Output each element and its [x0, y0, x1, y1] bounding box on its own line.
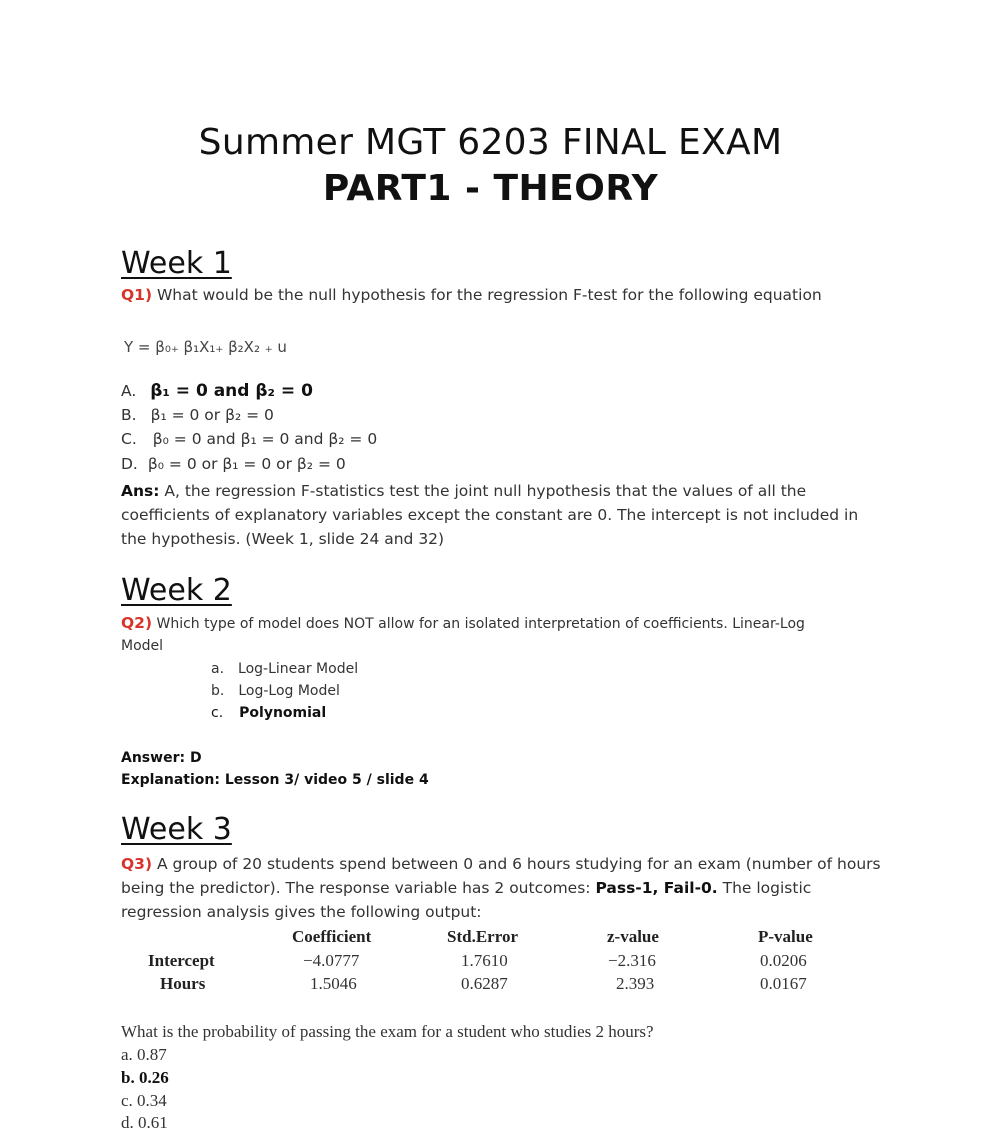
exam-title: Summer MGT 6203 FINAL EXAM [198, 122, 783, 163]
q1-answer-label: Ans: [121, 482, 160, 500]
q2-option-a: a. Log-Linear Model [211, 661, 359, 677]
q3-option-d: d. 0.61 [121, 1113, 168, 1132]
q2-explanation: Explanation: Lesson 3/ video 5 / slide 4 [121, 772, 429, 788]
regression-equation: Y = β₀₊ β₁X₁₊ β₂X₂ ₊ u [124, 338, 287, 356]
q2-option-c: c. Polynomial [211, 705, 327, 721]
q1-question [121, 286, 822, 304]
table-cell: 1.5046 [310, 974, 357, 993]
row-label-hours: Hours [160, 974, 206, 993]
q3-label: Q3) [121, 855, 153, 873]
q3-option-a: a. 0.87 [121, 1045, 167, 1064]
q1-option-c: C. β₀ = 0 and β₁ = 0 and β₂ = 0 [121, 430, 378, 448]
part-title: PART1 - THEORY [322, 168, 659, 209]
q3-question: Q3) A group of 20 students spend between 0 and 6 hours studying for an exam (number of hours being the predictor). The response variable has 2 outcomes: Pass-1, Fail-0. The logistic regression analysis gives the following output: [121, 855, 881, 921]
q2-option-b: b. Log-Log Model [211, 683, 340, 699]
table-cell: 2.393 [616, 974, 655, 993]
table-cell: 0.0206 [760, 951, 807, 970]
q1-answer [121, 479, 881, 551]
q3-prompt: What is the probability of passing the exam for a student who studies 2 hours? [121, 1022, 654, 1041]
col-header-std-error: Std.Error [447, 927, 518, 946]
week3-heading: Week 3 [121, 812, 232, 847]
col-header-coefficient: Coefficient [292, 927, 372, 946]
q2-text: Which type of model does NOT allow for an isolated interpretation of coefficients. Linear-Log [152, 616, 805, 632]
col-header-p-value: P-value [758, 927, 813, 946]
table-cell: −2.316 [608, 951, 656, 970]
q2-question [121, 614, 805, 632]
q1-text: What would be the null hypothesis for the regression F-test for the following equation [152, 286, 822, 304]
table-cell: 0.6287 [461, 974, 508, 993]
q1-label: Q1) [121, 286, 153, 304]
q2-question-line2: Model [121, 638, 164, 654]
q1-answer-text: A, the regression F-statistics test the joint null hypothesis that the values of all the coefficients of explanatory variables except the constant are 0. The intercept is not included in the hypothesis. (Week 1, slide 24 and 32) [121, 482, 859, 548]
table-cell: 1.7610 [461, 951, 508, 970]
row-label-intercept: Intercept [148, 951, 215, 970]
q1-option-b: B. β₁ = 0 or β₂ = 0 [121, 406, 274, 424]
q2-answer: Answer: D [121, 750, 202, 766]
table-cell: 0.0167 [760, 974, 807, 993]
q3-option-c: c. 0.34 [121, 1091, 167, 1110]
q2-label: Q2) [121, 614, 153, 632]
q1-option-d: D. β₀ = 0 or β₁ = 0 or β₂ = 0 [121, 455, 346, 473]
q3-option-b: b. 0.26 [121, 1068, 169, 1087]
col-header-z-value: z-value [607, 927, 659, 946]
week2-heading: Week 2 [121, 573, 232, 608]
q1-option-a: A. β₁ = 0 and β₂ = 0 [121, 381, 313, 401]
table-cell: −4.0777 [303, 951, 360, 970]
week1-heading: Week 1 [121, 246, 232, 281]
